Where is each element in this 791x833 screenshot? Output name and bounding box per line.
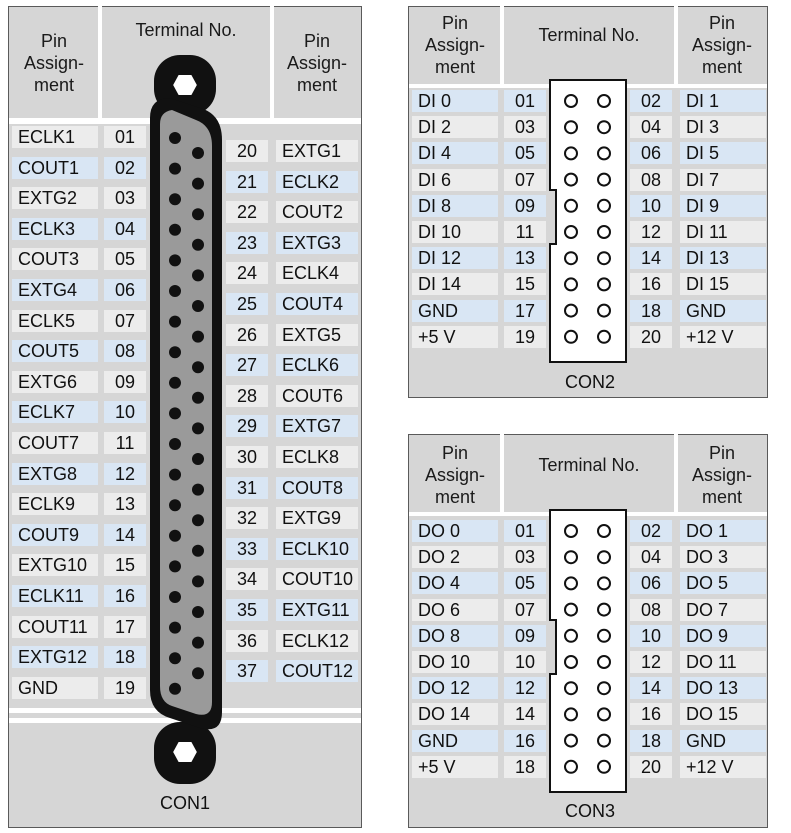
con1-terminal-number: 19: [104, 677, 146, 699]
con1-pin-label: COUT2: [276, 201, 358, 223]
con2-right-pin-label: DI 5: [680, 142, 766, 164]
con2-left-terminal-number: 17: [504, 300, 546, 322]
con3-left-terminal-number: 01: [504, 520, 546, 542]
terminal-pin-icon: [598, 604, 610, 616]
con3-right-terminal-number: 08: [630, 599, 672, 621]
con3-right-terminal-number: 20: [630, 756, 672, 778]
con2-left-terminal-number: 15: [504, 273, 546, 295]
con1-pin-label: EXTG10: [12, 554, 98, 576]
con1-pin-label: COUT1: [12, 157, 98, 179]
con3-left-pin-label: +5 V: [412, 756, 498, 778]
con1-pin-label: EXTG7: [276, 415, 358, 437]
terminal-pin-icon: [565, 656, 577, 668]
con2-left-terminal-number: 19: [504, 326, 546, 348]
con1-pin-label: GND: [12, 677, 98, 699]
con3-right-pin-label: +12 V: [680, 756, 766, 778]
terminal-pin-icon: [598, 577, 610, 589]
con1-pin-label: EXTG1: [276, 140, 358, 162]
con3-right-pin-label: DO 11: [680, 651, 766, 673]
con1-pin-label: ECLK10: [276, 538, 358, 560]
con3-left-terminal-number: 14: [504, 703, 546, 725]
con2-left-terminal-number: 05: [504, 142, 546, 164]
con2-footer-label: CON2: [564, 372, 615, 392]
con2-right-pin-label: DI 9: [680, 195, 766, 217]
con1-terminal-number: 16: [104, 585, 146, 607]
con2-right-terminal-number: 16: [630, 273, 672, 295]
con3-right-pin-label: DO 7: [680, 599, 766, 621]
con3-left-pin-label: GND: [412, 730, 498, 752]
terminal-pin-icon: [565, 577, 577, 589]
con1-pin-label: ECLK4: [276, 262, 358, 284]
con1-pin-label: COUT10: [276, 568, 358, 590]
con1-terminal-number: 04: [104, 218, 146, 240]
con1-pin-label: ECLK3: [12, 218, 98, 240]
con1-footer-label: CON1: [159, 793, 210, 813]
con1-terminal-number: 14: [104, 524, 146, 546]
con1-terminal-number: 35: [226, 599, 268, 621]
con1-terminal-number: 26: [226, 324, 268, 346]
con1-pin-label: ECLK12: [276, 630, 358, 652]
con1-pin-label: COUT12: [276, 660, 358, 682]
con3-header-pin-assignment-right: Pin Assign- ment: [691, 443, 753, 507]
con2-left-terminal-number: 11: [504, 221, 546, 243]
con1-terminal-number: 37: [226, 660, 268, 682]
terminal-pin-icon: [598, 551, 610, 563]
terminal-pin-icon: [565, 551, 577, 563]
terminal-pin-icon: [565, 761, 577, 773]
con1-terminal-number: 24: [226, 262, 268, 284]
con1-terminal-number: 20: [226, 140, 268, 162]
con2-left-terminal-number: 03: [504, 116, 546, 138]
con1-pin-label: EXTG11: [276, 599, 358, 621]
con2-left-terminal-number: 09: [504, 195, 546, 217]
con3-left-pin-label: DO 12: [412, 677, 498, 699]
con1-pin-label: ECLK7: [12, 401, 98, 423]
con2-right-pin-label: DI 3: [680, 116, 766, 138]
con1-pin-label: ECLK9: [12, 493, 98, 515]
con1-terminal-number: 07: [104, 310, 146, 332]
con3-header-pin-assignment-left: Pin Assign- ment: [424, 443, 486, 507]
con2-right-terminal-number: 02: [630, 90, 672, 112]
con3-left-pin-label: DO 6: [412, 599, 498, 621]
con1-pin-label: ECLK11: [12, 585, 98, 607]
con3-right-terminal-number: 10: [630, 625, 672, 647]
con1-pin-label: COUT7: [12, 432, 98, 454]
con2-left-pin-label: DI 12: [412, 247, 498, 269]
con3-right-pin-label: DO 5: [680, 572, 766, 594]
con1-pin-label: COUT8: [276, 477, 358, 499]
con3-right-pin-label: DO 13: [680, 677, 766, 699]
terminal-pin-icon: [565, 604, 577, 616]
con1-terminal-number: 36: [226, 630, 268, 652]
con2-right-pin-label: DI 15: [680, 273, 766, 295]
con1-pin-label: EXTG6: [12, 371, 98, 393]
con2-right-terminal-number: 18: [630, 300, 672, 322]
terminal-pin-icon: [565, 630, 577, 642]
con1-pin-label: ECLK2: [276, 171, 358, 193]
con1-terminal-number: 11: [104, 432, 146, 454]
terminal-pin-icon: [565, 708, 577, 720]
con3-left-terminal-number: 05: [504, 572, 546, 594]
con2-left-pin-label: DI 10: [412, 221, 498, 243]
terminal-pin-icon: [598, 761, 610, 773]
con3-right-terminal-number: 02: [630, 520, 672, 542]
con2-right-terminal-number: 04: [630, 116, 672, 138]
con1-header-pin-assignment-left: Pin Assign- ment: [23, 31, 85, 95]
con3-left-terminal-number: 07: [504, 599, 546, 621]
terminal-pin-icon: [598, 630, 610, 642]
con1-terminal-number: 25: [226, 293, 268, 315]
con3-right-terminal-number: 14: [630, 677, 672, 699]
con2-right-pin-label: DI 11: [680, 221, 766, 243]
con3-left-terminal-number: 18: [504, 756, 546, 778]
con1-terminal-number: 29: [226, 415, 268, 437]
con1-pin-label: EXTG2: [12, 187, 98, 209]
con3-right-pin-label: DO 15: [680, 703, 766, 725]
terminal-pin-icon: [598, 656, 610, 668]
con2-header-pin-assignment-right: Pin Assign- ment: [691, 13, 753, 77]
con1-pin-label: ECLK6: [276, 354, 358, 376]
con1-terminal-number: 32: [226, 507, 268, 529]
con1-terminal-number: 01: [104, 126, 146, 148]
con1-pin-label: COUT11: [12, 616, 98, 638]
con2-left-pin-label: DI 8: [412, 195, 498, 217]
con2-header-pin-assignment-left: Pin Assign- ment: [424, 13, 486, 77]
con3-right-pin-label: DO 3: [680, 546, 766, 568]
con1-terminal-number: 28: [226, 385, 268, 407]
con2-left-pin-label: DI 6: [412, 169, 498, 191]
con2-right-terminal-number: 06: [630, 142, 672, 164]
terminal-pin-icon: [598, 682, 610, 694]
con1-terminal-number: 03: [104, 187, 146, 209]
con3-left-pin-label: DO 14: [412, 703, 498, 725]
con1-terminal-number: 23: [226, 232, 268, 254]
con1-pin-label: COUT6: [276, 385, 358, 407]
con2-left-terminal-number: 13: [504, 247, 546, 269]
con2-right-terminal-number: 12: [630, 221, 672, 243]
con2-right-pin-label: DI 13: [680, 247, 766, 269]
con3-left-terminal-number: 09: [504, 625, 546, 647]
con3-terminal-outline: [550, 510, 626, 792]
con2-left-pin-label: GND: [412, 300, 498, 322]
terminal-pin-icon: [565, 525, 577, 537]
con2-left-terminal-number: 07: [504, 169, 546, 191]
con3-left-terminal-number: 03: [504, 546, 546, 568]
con2-right-pin-label: DI 7: [680, 169, 766, 191]
con3-right-terminal-number: 18: [630, 730, 672, 752]
con1-pin-label: EXTG3: [276, 232, 358, 254]
con2-left-pin-label: DI 4: [412, 142, 498, 164]
con1-header-pin-assignment-right: Pin Assign- ment: [286, 31, 348, 95]
con3-right-pin-label: DO 9: [680, 625, 766, 647]
con1-pin-label: ECLK8: [276, 446, 358, 468]
con1-terminal-number: 06: [104, 279, 146, 301]
con1-terminal-number: 17: [104, 616, 146, 638]
con3-left-pin-label: DO 8: [412, 625, 498, 647]
con3-left-pin-label: DO 2: [412, 546, 498, 568]
con3-right-terminal-number: 04: [630, 546, 672, 568]
con3-left-pin-label: DO 4: [412, 572, 498, 594]
con2-right-terminal-number: 08: [630, 169, 672, 191]
con3-right-terminal-number: 06: [630, 572, 672, 594]
con3-left-pin-label: DO 10: [412, 651, 498, 673]
terminal-pin-icon: [598, 525, 610, 537]
con2-left-pin-label: +5 V: [412, 326, 498, 348]
con2-header-terminal-no: Terminal No.: [538, 25, 640, 45]
con3-right-terminal-number: 12: [630, 651, 672, 673]
con1-terminal-number: 22: [226, 201, 268, 223]
con3-header-terminal-no: Terminal No.: [538, 455, 640, 475]
con2-right-terminal-number: 20: [630, 326, 672, 348]
con2-right-pin-label: GND: [680, 300, 766, 322]
con2-right-pin-label: +12 V: [680, 326, 766, 348]
con3-left-terminal-number: 16: [504, 730, 546, 752]
con3-footer-label: CON3: [564, 801, 615, 821]
con1-pin-label: ECLK5: [12, 310, 98, 332]
con1-terminal-number: 13: [104, 493, 146, 515]
con1-pin-label: EXTG4: [12, 279, 98, 301]
terminal-pin-icon: [598, 708, 610, 720]
con1-terminal-number: 15: [104, 554, 146, 576]
con1-terminal-number: 34: [226, 568, 268, 590]
terminal-pin-icon: [565, 682, 577, 694]
con3-right-terminal-number: 16: [630, 703, 672, 725]
con1-pin-label: COUT5: [12, 340, 98, 362]
con1-terminal-number: 02: [104, 157, 146, 179]
con1-header-terminal-no: Terminal No.: [135, 20, 237, 40]
terminal-pin-icon: [598, 735, 610, 747]
con1-terminal-number: 33: [226, 538, 268, 560]
con1-terminal-number: 05: [104, 248, 146, 270]
con2-left-terminal-number: 01: [504, 90, 546, 112]
con1-terminal-number: 08: [104, 340, 146, 362]
con3-right-pin-label: DO 1: [680, 520, 766, 542]
con2-left-pin-label: DI 0: [412, 90, 498, 112]
con2-left-pin-label: DI 2: [412, 116, 498, 138]
con1-pin-label: EXTG5: [276, 324, 358, 346]
con1-pin-label: COUT3: [12, 248, 98, 270]
con1-pin-label: COUT9: [12, 524, 98, 546]
con1-pin-label: COUT4: [276, 293, 358, 315]
con1-pin-label: EXTG9: [276, 507, 358, 529]
con2-left-pin-label: DI 14: [412, 273, 498, 295]
con2-right-pin-label: DI 1: [680, 90, 766, 112]
con2-right-terminal-number: 14: [630, 247, 672, 269]
con1-pin-label: ECLK1: [12, 126, 98, 148]
con1-terminal-number: 31: [226, 477, 268, 499]
con3-left-terminal-number: 10: [504, 651, 546, 673]
con3-right-pin-label: GND: [680, 730, 766, 752]
con1-pin-label: EXTG8: [12, 463, 98, 485]
con3-left-terminal-number: 12: [504, 677, 546, 699]
con1-pin-label: EXTG12: [12, 646, 98, 668]
terminal-pin-icon: [565, 735, 577, 747]
con1-terminal-number: 18: [104, 646, 146, 668]
con1-terminal-number: 09: [104, 371, 146, 393]
con1-terminal-number: 21: [226, 171, 268, 193]
con1-terminal-number: 30: [226, 446, 268, 468]
con3-left-pin-label: DO 0: [412, 520, 498, 542]
con2-right-terminal-number: 10: [630, 195, 672, 217]
con1-terminal-number: 27: [226, 354, 268, 376]
con1-terminal-number: 10: [104, 401, 146, 423]
con1-terminal-number: 12: [104, 463, 146, 485]
